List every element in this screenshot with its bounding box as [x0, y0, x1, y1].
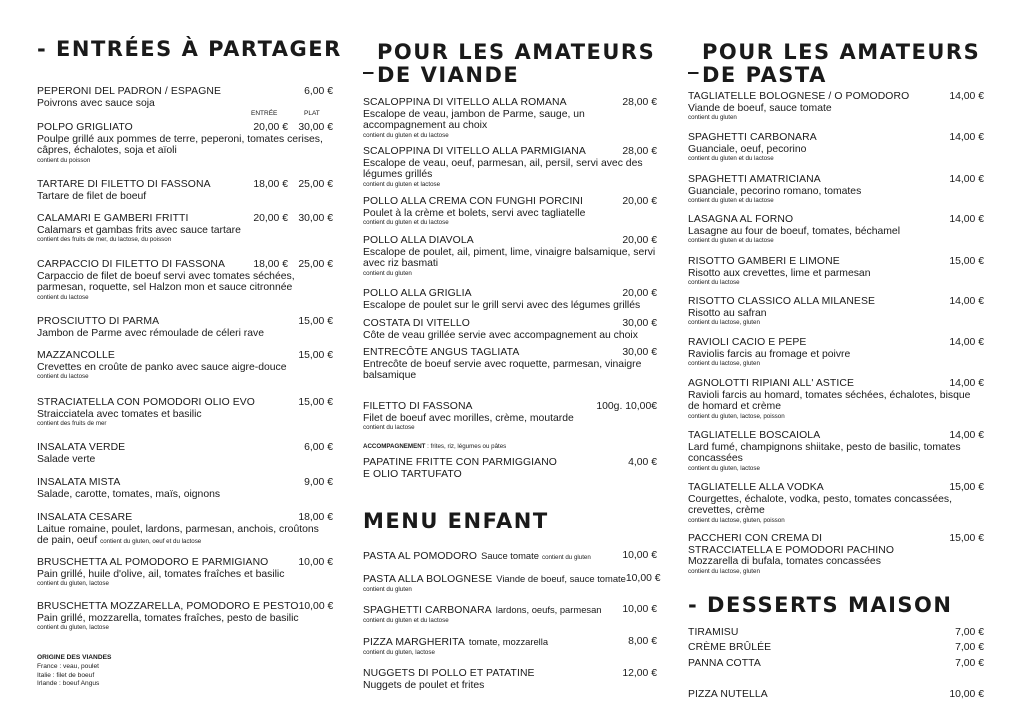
menu-item-price: 6,00 €	[304, 86, 333, 97]
allergen-note: contient du gluten et du lactose	[688, 237, 774, 245]
menu-item-row	[37, 512, 333, 524]
menu-item-row	[363, 196, 657, 208]
menu-item-inline-description: tomate, mozzarella	[468, 636, 549, 647]
section-heading-viande: _ POUR LES AMATEURS DE VIANDE	[363, 40, 656, 87]
allergen-note: contient du lactose	[37, 293, 89, 301]
allergen-note: contient du gluten et du lactose	[363, 219, 449, 227]
allergen-note: contient du lactose	[688, 279, 740, 287]
menu-item-price: 10,00 €	[625, 573, 661, 584]
menu-item	[363, 318, 657, 341]
menu-item-name: TAGLIATELLE BOSCAIOLA	[688, 430, 821, 441]
allergen-note: contient du gluten, lactose, poisson	[688, 412, 785, 420]
section-heading-pasta: _ POUR LES AMATEURS DE PASTA	[688, 40, 981, 87]
kids-menu-item	[363, 668, 657, 691]
label-entree: ENTRÉE	[251, 110, 278, 117]
menu-item-name: SPAGHETTI AMATRICIANA	[688, 174, 821, 185]
menu-item-description: Jambon de Parme avec rémoulade de céleri rave	[37, 327, 264, 339]
menu-item-row	[37, 350, 333, 362]
menu-item-row	[688, 482, 984, 494]
menu-item-price: 7,00 €	[955, 627, 984, 638]
menu-item-name: BRUSCHETTA AL POMODORO E PARMIGIANO	[37, 557, 269, 568]
menu-item-title	[363, 550, 591, 564]
allergen-note: contient du lactose, gluten	[688, 319, 760, 327]
section-heading-kids: MENU ENFANT	[363, 509, 549, 533]
menu-item-row	[37, 122, 333, 134]
menu-item	[688, 337, 984, 368]
dessert-item	[688, 642, 984, 654]
menu-item-name: POLLO ALLA DIAVOLA	[363, 235, 474, 246]
menu-item-name: TARTARE DI FILETTO DI FASSONA	[37, 179, 211, 190]
menu-item-title	[363, 604, 602, 617]
menu-item-name: COSTATA DI VITELLO	[363, 318, 470, 329]
menu-item-price: 15,00 €	[298, 397, 333, 408]
menu-item-row	[37, 397, 333, 409]
menu-item-description: Lasagne au four de boeuf, tomates, béchamel	[688, 225, 900, 237]
menu-item-title	[363, 573, 626, 586]
menu-item-price: 14,00 €	[949, 132, 984, 143]
menu-item-price: 18,00 €	[298, 512, 333, 523]
allergen-note: contient du gluten	[541, 554, 591, 561]
menu-item	[688, 533, 984, 576]
menu-item-price: 8,00 €	[628, 636, 657, 647]
menu-item	[37, 442, 333, 465]
menu-item-description: Mozzarella di bufala, tomates concassées	[688, 556, 881, 568]
menu-item	[688, 91, 984, 122]
menu-item	[363, 146, 657, 189]
allergen-note: contient du lactose	[37, 373, 89, 381]
menu-item-row	[688, 378, 984, 390]
menu-item	[363, 196, 657, 227]
menu-item-description: Viande de boeuf, sauce tomate	[688, 102, 832, 114]
menu-item-name: TAGLIATELLE ALLA VODKA	[688, 482, 824, 493]
menu-item-price: 15,00 €	[298, 316, 333, 327]
menu-item-prices	[251, 213, 333, 225]
dessert-item	[688, 627, 984, 639]
menu-item-description: Nuggets de poulet et frites	[363, 679, 485, 691]
menu-item-row	[37, 601, 333, 613]
price-plat: 25,00 €	[298, 259, 333, 270]
menu-item-price: 10,00 €	[298, 601, 334, 612]
menu-item-price: 14,00 €	[949, 430, 984, 441]
menu-item	[688, 214, 984, 245]
origin-line: France : veau, poulet	[37, 663, 99, 671]
menu-item-price: 20,00 €	[622, 235, 657, 246]
menu-item-name-line2: STRACCIATELLA E POMODORI PACHINO	[688, 544, 895, 556]
allergen-note: contient du gluten, lactose	[37, 580, 109, 588]
menu-item-name: PANNA COTTA	[688, 658, 761, 669]
menu-item-description: Escalope de poulet sur le grill servi avec des légumes grillés	[363, 299, 641, 311]
price-entree: 18,00 €	[253, 179, 288, 190]
price-column-labels	[37, 110, 333, 119]
menu-item-name: SCALOPPINA DI VITELLO ALLA PARMIGIANA	[363, 146, 586, 157]
menu-item-price: 10,00 €	[298, 557, 333, 568]
menu-item-description: Ravioli farcis au homard, tomates séchées, échalotes, bisque de homard et crème	[688, 389, 971, 413]
menu-item-price: 30,00 €	[622, 318, 657, 329]
menu-item-name: INSALATA MISTA	[37, 477, 121, 488]
menu-item-price: 100g. 10,00€	[596, 401, 657, 412]
menu-item-row	[37, 442, 333, 454]
menu-item-row	[688, 627, 984, 639]
menu-item-row	[688, 689, 984, 701]
menu-item-description: Guanciale, oeuf, pecorino	[688, 143, 807, 155]
menu-item	[688, 174, 984, 205]
allergen-note: contient du gluten	[688, 114, 737, 122]
menu-item	[37, 477, 333, 500]
menu-item-description: Courgettes, échalote, vodka, pesto, tomates concassées, crevettes, crème	[688, 493, 952, 517]
menu-item-name: PEPERONI DEL PADRON / ESPAGNE	[37, 86, 222, 97]
allergen-note: contient du lactose, gluten	[688, 567, 760, 575]
menu-item-description: Risotto au safran	[688, 307, 767, 319]
menu-item-description: Tartare de filet de boeuf	[37, 190, 147, 202]
menu-item-description: Escalope de veau, oeuf, parmesan, ail, persil, servi avec des légumes grillés	[363, 157, 643, 181]
menu-item	[688, 430, 984, 473]
allergen-note: contient des fruits de mer	[37, 420, 107, 428]
menu-item-price: 15,00 €	[298, 350, 333, 361]
menu-item-inline-description: lardons, oeufs, parmesan	[495, 604, 602, 615]
menu-item-prices	[251, 179, 333, 191]
menu-item-name: MAZZANCOLLE	[37, 350, 115, 361]
price-plat: 30,00 €	[298, 122, 333, 133]
menu-item-price: 10,00 €	[949, 689, 984, 700]
menu-item-price: 14,00 €	[949, 91, 984, 102]
menu-item-name: FILETTO DI FASSONA	[363, 401, 473, 412]
menu-item-description: Calamars et gambas frits avec sauce tartare	[37, 224, 241, 236]
menu-item	[363, 97, 657, 140]
menu-item-price: 6,00 €	[304, 442, 333, 453]
price-plat: 30,00 €	[298, 213, 333, 224]
menu-item-price: 20,00 €	[622, 196, 657, 207]
menu-item-name: RISOTTO GAMBERI E LIMONE	[688, 256, 840, 267]
menu-item-row	[363, 318, 657, 330]
menu-item-name: TIRAMISU	[688, 627, 739, 638]
meat-origin	[37, 654, 111, 689]
menu-item-price: 28,00 €	[622, 97, 657, 108]
origin-line: Irlande : boeuf Angus	[37, 680, 100, 688]
menu-item-row	[37, 213, 333, 225]
menu-item-price: 30,00 €	[622, 347, 657, 358]
menu-item-description: Poulet à la crème et bolets, servi avec tagliatelle	[363, 207, 586, 219]
menu-item	[37, 316, 333, 339]
allergen-note: contient du gluten et lactose	[363, 180, 441, 188]
menu-item-row	[688, 296, 984, 308]
allergen-note: contient du gluten et du lactose	[363, 131, 449, 139]
menu-item-row	[363, 235, 657, 247]
menu-item-name: LASAGNA AL FORNO	[688, 214, 794, 225]
menu-item-name: PASTA AL POMODORO	[363, 551, 478, 562]
kids-menu-item	[363, 573, 661, 594]
price-entree: 20,00 €	[253, 213, 288, 224]
allergen-note: contient du gluten et du lactose	[688, 197, 774, 205]
menu-item-description: Straicciatela avec tomates et basilic	[37, 408, 202, 420]
menu-item-price: 20,00 €	[622, 288, 657, 299]
menu-item-name: PIZZA MARGHERITA	[363, 637, 465, 648]
menu-item	[37, 179, 333, 202]
menu-item-description	[37, 524, 333, 547]
price-entree: 18,00 €	[253, 259, 288, 270]
menu-item-inline-description: Sauce tomate	[481, 550, 539, 561]
menu-item-description-text: Laitue romaine, poulet, lardons, parmesan, anchois, croûtons de pain, oeuf	[37, 523, 319, 547]
menu-item-description: Guanciale, pecorino romano, tomates	[688, 185, 862, 197]
menu-item-row	[37, 316, 333, 328]
allergen-note: contient du poisson	[37, 156, 91, 164]
menu-item-row	[688, 658, 984, 670]
kids-menu-item	[363, 636, 657, 657]
section-heading-desserts: - DESSERTS MAISON	[688, 593, 953, 617]
menu-item-name: INSALATA CESARE	[37, 512, 133, 523]
menu-item-name: POLLO ALLA CREMA CON FUNGHI PORCINI	[363, 196, 584, 207]
menu-item	[37, 86, 333, 109]
menu-item-row	[37, 179, 333, 191]
menu-item-row	[363, 347, 657, 359]
menu-item-row	[688, 642, 984, 654]
menu-item-name: POLPO GRIGLIATO	[37, 122, 133, 133]
menu-item	[363, 347, 657, 382]
menu-item-description: Poulpe grillé aux pommes de terre, peperoni, tomates cerises, câpres, échalotes, soja et aïoli	[37, 133, 323, 157]
allergen-note: contient du gluten, lactose	[688, 464, 760, 472]
menu-item	[37, 350, 333, 381]
menu-item-name: AGNOLOTTI RIPIANI ALL' ASTICE	[688, 378, 854, 389]
menu-item-name: CALAMARI E GAMBERI FRITTI	[37, 213, 189, 224]
menu-item-name: PIZZA NUTELLA	[688, 689, 768, 700]
menu-item-row	[363, 668, 657, 680]
menu-item-description: Salade verte	[37, 453, 96, 465]
menu-item-row	[363, 401, 657, 413]
menu-item	[363, 288, 657, 311]
menu-item-row	[688, 337, 984, 349]
menu-item-name: PROSCIUTTO DI PARMA	[37, 316, 160, 327]
origin-title: ORIGINE DES VIANDES	[37, 654, 112, 661]
menu-item-price: 12,00 €	[622, 668, 657, 679]
menu-item-price: 15,00 €	[949, 533, 984, 544]
menu-item-description: Escalope de veau, jambon de Parme, sauge, un accompagnement au choix	[363, 108, 585, 132]
menu-item-price: 14,00 €	[949, 214, 984, 225]
allergen-note: contient du lactose, gluten, poisson	[688, 516, 785, 524]
menu-item-description: Filet de boeuf avec morilles, crème, moutarde	[363, 412, 574, 424]
menu-item-row	[688, 430, 984, 442]
menu-item-name: CARPACCIO DI FILETTO DI FASSONA	[37, 259, 226, 270]
menu-item-price: 28,00 €	[622, 146, 657, 157]
menu-item-description: Raviolis farcis au fromage et poivre	[688, 348, 851, 360]
menu-item-price: 7,00 €	[955, 658, 984, 669]
menu-item-name: NUGGETS DI POLLO ET PATATINE	[363, 668, 535, 679]
menu-item-description: Risotto aux crevettes, lime et parmesan	[688, 267, 871, 279]
menu-item-name: RAVIOLI CACIO E PEPE	[688, 337, 807, 348]
menu-item-row	[37, 259, 333, 271]
menu-item	[37, 601, 333, 632]
menu-item	[37, 397, 333, 428]
menu-item	[37, 512, 333, 547]
menu-item-name: ENTRECÔTE ANGUS TAGLIATA	[363, 347, 520, 358]
menu-item-row	[363, 573, 661, 586]
allergen-note: contient du lactose	[363, 424, 415, 432]
menu-item	[37, 122, 333, 165]
menu-item	[363, 401, 657, 432]
menu-item-price: 15,00 €	[949, 256, 984, 267]
allergen-note: contient du gluten et du lactose	[688, 155, 774, 163]
menu-item-price: 10,00 €	[622, 604, 657, 615]
menu-item-price: 7,00 €	[955, 642, 984, 653]
price-plat: 25,00 €	[298, 179, 333, 190]
menu-item-name: STRACIATELLA CON POMODORI OLIO EVO	[37, 397, 255, 408]
menu-item-price: 14,00 €	[949, 378, 984, 389]
menu-item-row	[688, 91, 984, 103]
menu-item-row	[37, 477, 333, 489]
menu-item-description: Carpaccio de filet de boeuf servi avec tomates séchées, parmesan, roquette, sel Halzon mon et sauce citronnée	[37, 270, 295, 294]
menu-item	[688, 296, 984, 327]
menu-item-price: 10,00 €	[622, 550, 657, 561]
menu-item-row	[363, 146, 657, 158]
dessert-item	[688, 658, 984, 670]
menu-item-description: Entrecôte de boeuf servie avec roquette, parmesan, vinaigre balsamique	[363, 358, 642, 382]
menu-item-row	[37, 557, 333, 569]
origin-line: Italie : filet de boeuf	[37, 671, 95, 679]
menu-item	[688, 378, 984, 421]
menu-item	[688, 132, 984, 163]
menu-item-price: 14,00 €	[949, 174, 984, 185]
menu-item-name: SPAGHETTI CARBONARA	[688, 132, 817, 143]
menu-item-row	[688, 174, 984, 186]
menu-item-row	[363, 604, 657, 617]
menu-item-name: PASTA ALLA BOLOGNESE	[363, 574, 493, 585]
menu-item-name: INSALATA VERDE	[37, 442, 126, 453]
section-heading-entrees: - ENTRÉES À PARTAGER	[37, 37, 342, 61]
menu-item-name: SPAGHETTI CARBONARA	[363, 605, 492, 616]
menu-item-description: Escalope de poulet, ail, piment, lime, vinaigre balsamique, servi avec riz basmati	[363, 246, 656, 270]
menu-item-row	[363, 97, 657, 109]
menu-item-title	[363, 668, 535, 680]
menu-item	[37, 213, 333, 244]
allergen-note: contient des fruits de mer, du lactose, du poisson	[37, 236, 172, 244]
menu-item-name: BRUSCHETTA MOZZARELLA, POMODORO E PESTO	[37, 601, 299, 612]
menu-item-row	[688, 132, 984, 144]
menu-item-description: Lard fumé, champignons shiitake, pesto de basilic, tomates concassées	[688, 441, 961, 465]
menu-item-row	[363, 288, 657, 300]
menu-item	[688, 482, 984, 525]
allergen-note: contient du gluten et du lactose	[363, 616, 449, 624]
menu-item-name: POLLO ALLA GRIGLIA	[363, 288, 472, 299]
price-entree: 20,00 €	[253, 122, 288, 133]
menu-item-row	[363, 636, 657, 649]
label-plat: PLAT	[304, 110, 320, 117]
menu-item-row	[688, 256, 984, 268]
menu-item-price: 14,00 €	[949, 296, 984, 307]
menu-item-price: 15,00 €	[949, 482, 984, 493]
menu-item-price: 9,00 €	[304, 477, 333, 488]
menu-item-row	[37, 86, 333, 98]
menu-item-name: CRÈME BRÛLÉE	[688, 642, 772, 653]
menu-item	[37, 259, 333, 302]
menu-item-prices	[251, 259, 333, 271]
menu-item-name: SCALOPPINA DI VITELLO ALLA ROMANA	[363, 97, 567, 108]
menu-item-title	[363, 636, 548, 649]
dessert-item	[688, 689, 984, 701]
menu-item-row	[363, 550, 657, 564]
menu-item-description: Pain grillé, mozzarella, tomates fraîches, pesto de basilic	[37, 612, 299, 624]
menu-item-row	[688, 214, 984, 226]
allergen-note: contient du gluten, lactose	[363, 648, 435, 656]
menu-item-name: PACCHERI CON CREMA DI	[688, 533, 823, 544]
menu-item-prices	[251, 122, 333, 134]
allergen-note: contient du gluten	[363, 269, 412, 277]
menu-item-price: 14,00 €	[949, 337, 984, 348]
menu-item-description: Salade, carotte, tomates, maïs, oignons	[37, 488, 221, 500]
menu-item: PAPATINE FRITTE CON PARMIGGIANO 4,00 € E OLIO TARTUFATO	[363, 457, 657, 480]
menu-item	[37, 557, 333, 588]
allergen-note: contient du gluten	[363, 585, 412, 593]
accompaniment-note: ACCOMPAGNEMENT : frites, riz, légumes ou pâtes	[363, 443, 507, 450]
menu-item-row	[688, 533, 984, 545]
allergen-note: contient du lactose, gluten	[688, 360, 760, 368]
kids-menu-item	[363, 550, 657, 564]
menu-item-description: Poivrons avec sauce soja	[37, 97, 155, 109]
menu-item-name: RISOTTO CLASSICO ALLA MILANESE	[688, 296, 876, 307]
menu-item-description: Crevettes en croûte de panko avec sauce aigre-douce	[37, 361, 287, 373]
menu-item-description: Côte de veau grillée servie avec accompagnement au choix	[363, 329, 638, 341]
menu-item	[363, 235, 657, 278]
menu-item	[688, 256, 984, 287]
allergen-note: contient du gluten, lactose	[37, 624, 109, 632]
menu-item-inline-description: Viande de boeuf, sauce tomate	[496, 573, 626, 584]
allergen-note: contient du gluten, oeuf et du lactose	[100, 538, 202, 546]
kids-menu-item	[363, 604, 657, 625]
menu-item-name: TAGLIATELLE BOLOGNESE / O POMODORO	[688, 91, 910, 102]
menu-item-description: Pain grillé, huile d'olive, ail, tomates fraîches et basilic	[37, 568, 285, 580]
